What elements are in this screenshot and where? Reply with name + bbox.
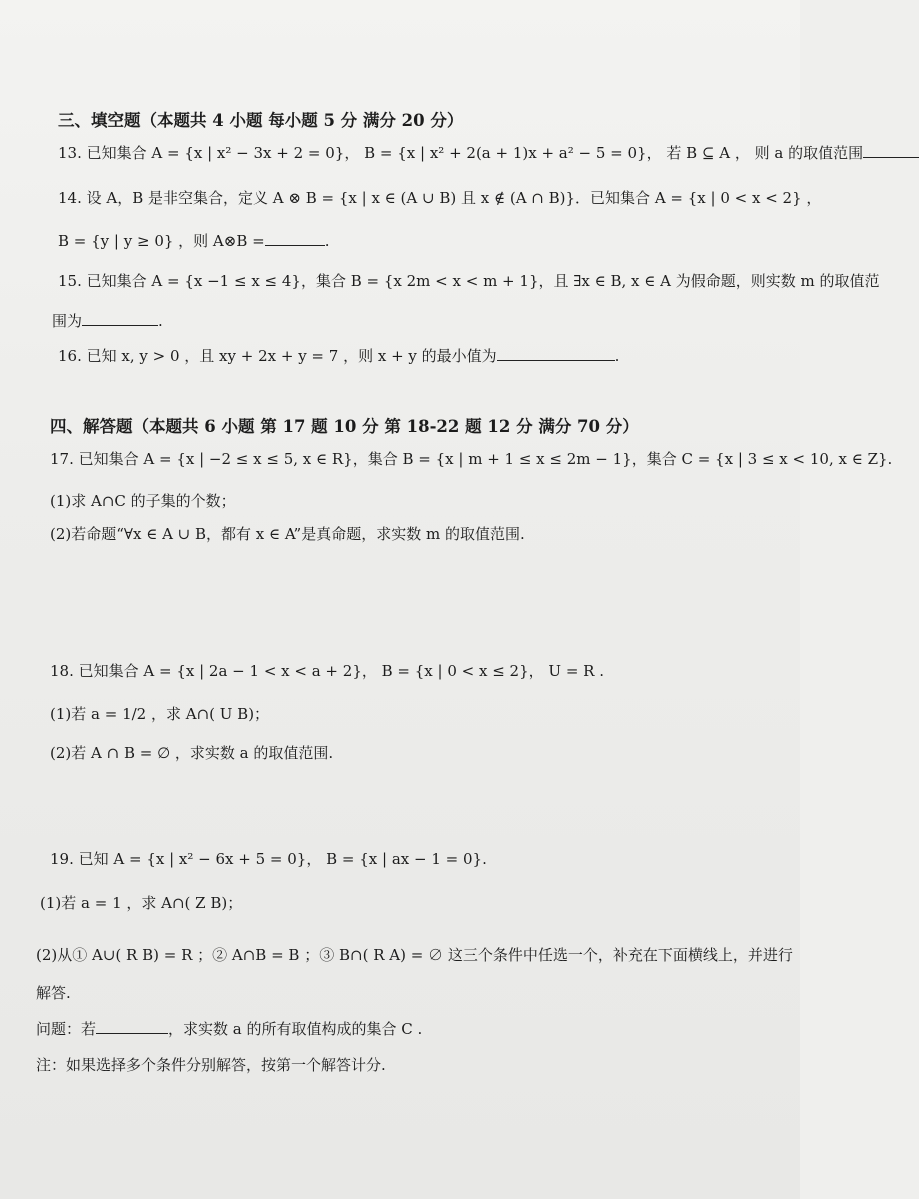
question-19-part-2-line-2: 解答. bbox=[36, 984, 71, 1002]
question-18-part-1: (1)若 a = 1/2 ，求 A∩( U B)； bbox=[50, 705, 270, 723]
question-18-stem: 18. 已知集合 A = {x | 2a − 1 < x < a + 2}， B = {x | 0 < x ≤ 2}， U = R . bbox=[50, 662, 604, 680]
problem-suffix: ，求实数 a 的所有取值构成的集合 C . bbox=[168, 1020, 423, 1038]
question-18-part-2: (2)若 A ∩ B = ∅ ，求实数 a 的取值范围. bbox=[50, 744, 334, 762]
question-19-stem: 19. 已知 A = {x | x² − 6x + 5 = 0}， B = {x | ax − 1 = 0}. bbox=[50, 850, 487, 868]
question-14-line-1: 14. 设 A，B 是非空集合，定义 A ⊗ B = {x | x ∈ (A ∪ B) 且 x ∉ (A ∩ B)}．已知集合 A = {x | 0 < x < 2} ， bbox=[58, 189, 822, 207]
question-14-text: B = {y | y ≥ 0} ，则 A⊗B = bbox=[58, 232, 265, 250]
question-17-part-1: (1)求 A∩C 的子集的个数； bbox=[50, 492, 236, 510]
question-15-text: 围为 bbox=[52, 312, 83, 330]
question-13 bbox=[58, 142, 919, 164]
problem-prefix: 问题：若 bbox=[36, 1020, 97, 1038]
answer-blank-13 bbox=[863, 145, 919, 158]
answer-blank-19 bbox=[96, 1021, 168, 1034]
question-14-line-2: B = {y | y ≥ 0} ，则 A⊗B = . bbox=[58, 232, 330, 250]
section-3-title: 三、填空题（本题共 4 小题 每小题 5 分 满分 20 分） bbox=[58, 111, 464, 130]
question-15-line-2: 围为 . bbox=[52, 312, 163, 330]
question-19-part-1: (1)若 a = 1 ，求 A∩( Z B)； bbox=[40, 894, 243, 912]
question-16: 16. 已知 x, y > 0 ，且 xy + 2x + y = 7 ，则 x + y 的最小值为 . bbox=[58, 347, 620, 365]
question-19-note: 注：如果选择多个条件分别解答，按第一个解答计分. bbox=[36, 1056, 386, 1074]
question-13-text: 13. 已知集合 A = {x | x² − 3x + 2 = 0}， B = {x | x² + 2(a + 1)x + a² − 5 = 0}， 若 B ⊆ A ， 则 a 的取值范围 bbox=[58, 144, 864, 162]
question-19-part-2-line-1: (2)从① A∪( R B) = R ；② A∩B = B ；③ B∩( R A) = ∅ 这三个条件中任选一个，补充在下面横线上，并进行 bbox=[36, 946, 793, 964]
section-4-title: 四、解答题（本题共 6 小题 第 17 题 10 分 第 18-22 题 12 分 满分 70 分） bbox=[50, 417, 639, 436]
question-15-line-1: 15. 已知集合 A = {x −1 ≤ x ≤ 4}，集合 B = {x 2m < x < m + 1}，且 ∃x ∈ B, x ∈ A 为假命题，则实数 m 的取值范 bbox=[58, 272, 880, 290]
question-17-stem: 17. 已知集合 A = {x | −2 ≤ x ≤ 5, x ∈ R}，集合 B = {x | m + 1 ≤ x ≤ 2m − 1}，集合 C = {x | 3 ≤ x < 10, x ∈ Z}. bbox=[50, 450, 893, 468]
answer-blank-14 bbox=[265, 233, 325, 246]
answer-blank-16 bbox=[497, 348, 615, 361]
question-17-part-2: (2)若命题“∀x ∈ A ∪ B，都有 x ∈ A”是真命题，求实数 m 的取值范围. bbox=[50, 525, 525, 543]
answer-blank-15 bbox=[82, 313, 158, 326]
question-19-problem bbox=[36, 1018, 422, 1040]
question-16-text: 16. 已知 x, y > 0 ，且 xy + 2x + y = 7 ，则 x + y 的最小值为 bbox=[58, 347, 497, 365]
